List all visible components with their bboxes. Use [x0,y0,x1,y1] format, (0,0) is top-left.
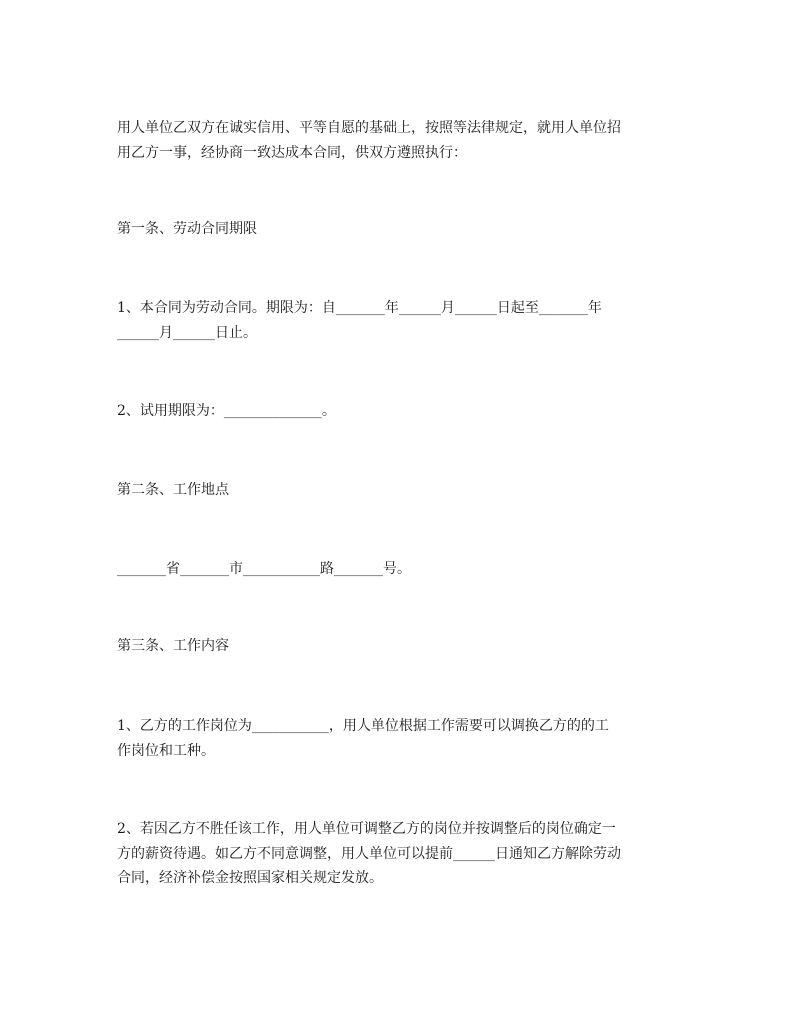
text-line: 方的薪资待遇。如乙方不同意调整，用人单位可以提前______日通知乙方解除劳动 [117,845,621,862]
article-1-heading [117,217,717,242]
text-line: _______省_______市___________路_______号。 [117,561,411,577]
heading-text: 第二条、工作地点 [117,482,229,498]
text-line: 1、乙方的工作岗位为___________，用人单位根据工作需要可以调换乙方的的工 [117,718,609,734]
text-line: 作岗位和工种。 [117,742,215,759]
article-2-heading [117,478,717,503]
text-line: 用乙方一事，经协商一致达成本合同，供双方遵照执行： [117,144,467,161]
clause-1-2 [117,399,717,424]
heading-text: 第一条、劳动合同期限 [117,221,257,237]
clause-3-1 [117,714,717,763]
text-line: 2、试用期限为：______________。 [117,403,336,419]
intro-paragraph [117,116,717,165]
text-line: 合同，经济补偿金按照国家相关规定发放。 [117,870,383,886]
text-line: ______月______日止。 [117,324,257,341]
text-line: 1、本合同为劳动合同。期限为：自_______年______月______日起至_______年 [117,300,602,316]
clause-1-1 [117,296,717,345]
article-3-heading [117,634,717,659]
text-line: 用人单位乙双方在诚实信用、平等自愿的基础上，按照等法律规定，就用人单位招 [117,120,621,136]
clause-3-2 [117,817,717,891]
work-address-line [117,557,717,582]
text-line: 2、若因乙方不胜任该工作，用人单位可调整乙方的岗位并按调整后的岗位确定一 [117,821,616,837]
heading-text: 第三条、工作内容 [117,638,229,654]
